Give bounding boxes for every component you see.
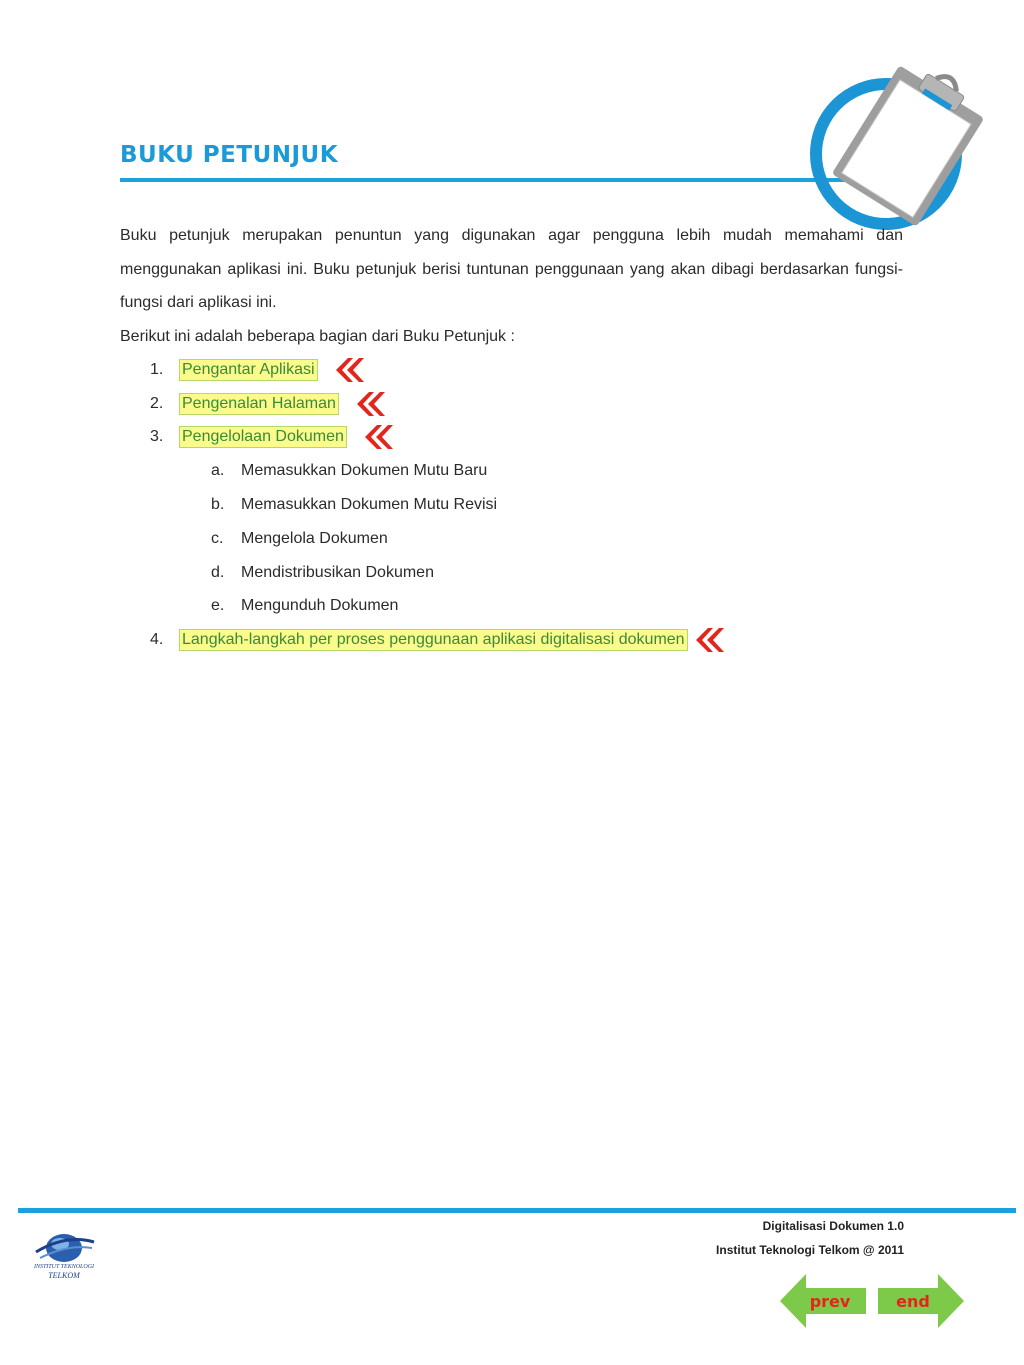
- arrow-right-icon: [876, 1274, 964, 1328]
- end-label: end: [896, 1291, 930, 1311]
- subitem-d: [211, 561, 434, 585]
- toc-number: 3.: [150, 428, 164, 445]
- subitem-b: [211, 493, 497, 517]
- double-chevron-left-icon[interactable]: [357, 392, 385, 416]
- toc-number: 4.: [150, 631, 164, 648]
- intro-lead: Berikut ini adalah beberapa bagian dari Buku Petunjuk :: [120, 328, 515, 345]
- toc-item-4: [150, 628, 724, 652]
- subitem-a: [211, 459, 487, 483]
- double-chevron-left-icon[interactable]: [696, 628, 724, 652]
- double-chevron-left-icon[interactable]: [365, 425, 393, 449]
- page-title: BUKU PETUNJUK: [120, 142, 339, 168]
- toc-item-3: [150, 425, 393, 449]
- subitem-letter: b.: [211, 496, 225, 513]
- toc-item-1: [150, 358, 364, 382]
- toc-link-langkah-langkah[interactable]: Langkah-langkah per proses penggunaan aplikasi digitalisasi dokumen: [179, 629, 688, 651]
- prev-label: prev: [809, 1291, 851, 1311]
- logo-text-telkom: TELKOM: [48, 1271, 80, 1280]
- footer-copyright: Institut Teknologi Telkom @ 2011: [716, 1243, 904, 1257]
- arrow-left-icon: [780, 1274, 868, 1328]
- subitem-label: Mendistribusikan Dokumen: [241, 564, 434, 581]
- end-button[interactable]: [876, 1274, 964, 1328]
- footer-product: Digitalisasi Dokumen 1.0: [762, 1219, 904, 1233]
- subitem-letter: e.: [211, 597, 225, 614]
- clipboard-icon: [800, 44, 1000, 234]
- toc-link-pengelolaan-dokumen[interactable]: Pengelolaan Dokumen: [179, 426, 347, 448]
- subitem-c: [211, 527, 388, 551]
- toc-item-2: [150, 392, 385, 416]
- title-divider: [120, 178, 915, 182]
- double-chevron-left-icon[interactable]: [336, 358, 364, 382]
- subitem-label: Memasukkan Dokumen Mutu Revisi: [241, 496, 498, 513]
- subitem-label: Memasukkan Dokumen Mutu Baru: [241, 462, 488, 479]
- toc-link-pengantar-aplikasi[interactable]: Pengantar Aplikasi: [179, 359, 318, 381]
- subitem-letter: c.: [211, 530, 224, 547]
- prev-button[interactable]: [780, 1274, 868, 1328]
- logo-text-institute: INSTITUT TEKNOLOGI: [33, 1264, 95, 1270]
- toc-number: 2.: [150, 395, 164, 412]
- subitem-label: Mengunduh Dokumen: [241, 597, 399, 614]
- toc-number: 1.: [150, 361, 164, 378]
- subitem-e: [211, 594, 398, 618]
- subitem-letter: a.: [211, 462, 225, 479]
- footer-divider: [18, 1208, 1016, 1213]
- subitem-label: Mengelola Dokumen: [241, 530, 388, 547]
- intro-paragraph: Buku petunjuk merupakan penuntun yang digunakan agar pengguna lebih mudah memahami dan menggunakan aplikasi ini. Buku petunjuk berisi tuntunan penggunaan yang akan dibagi berdasarkan fungsi-fungsi dari aplikasi ini.: [120, 227, 903, 311]
- toc-link-pengenalan-halaman[interactable]: Pengenalan Halaman: [179, 393, 339, 415]
- subitem-letter: d.: [211, 564, 225, 581]
